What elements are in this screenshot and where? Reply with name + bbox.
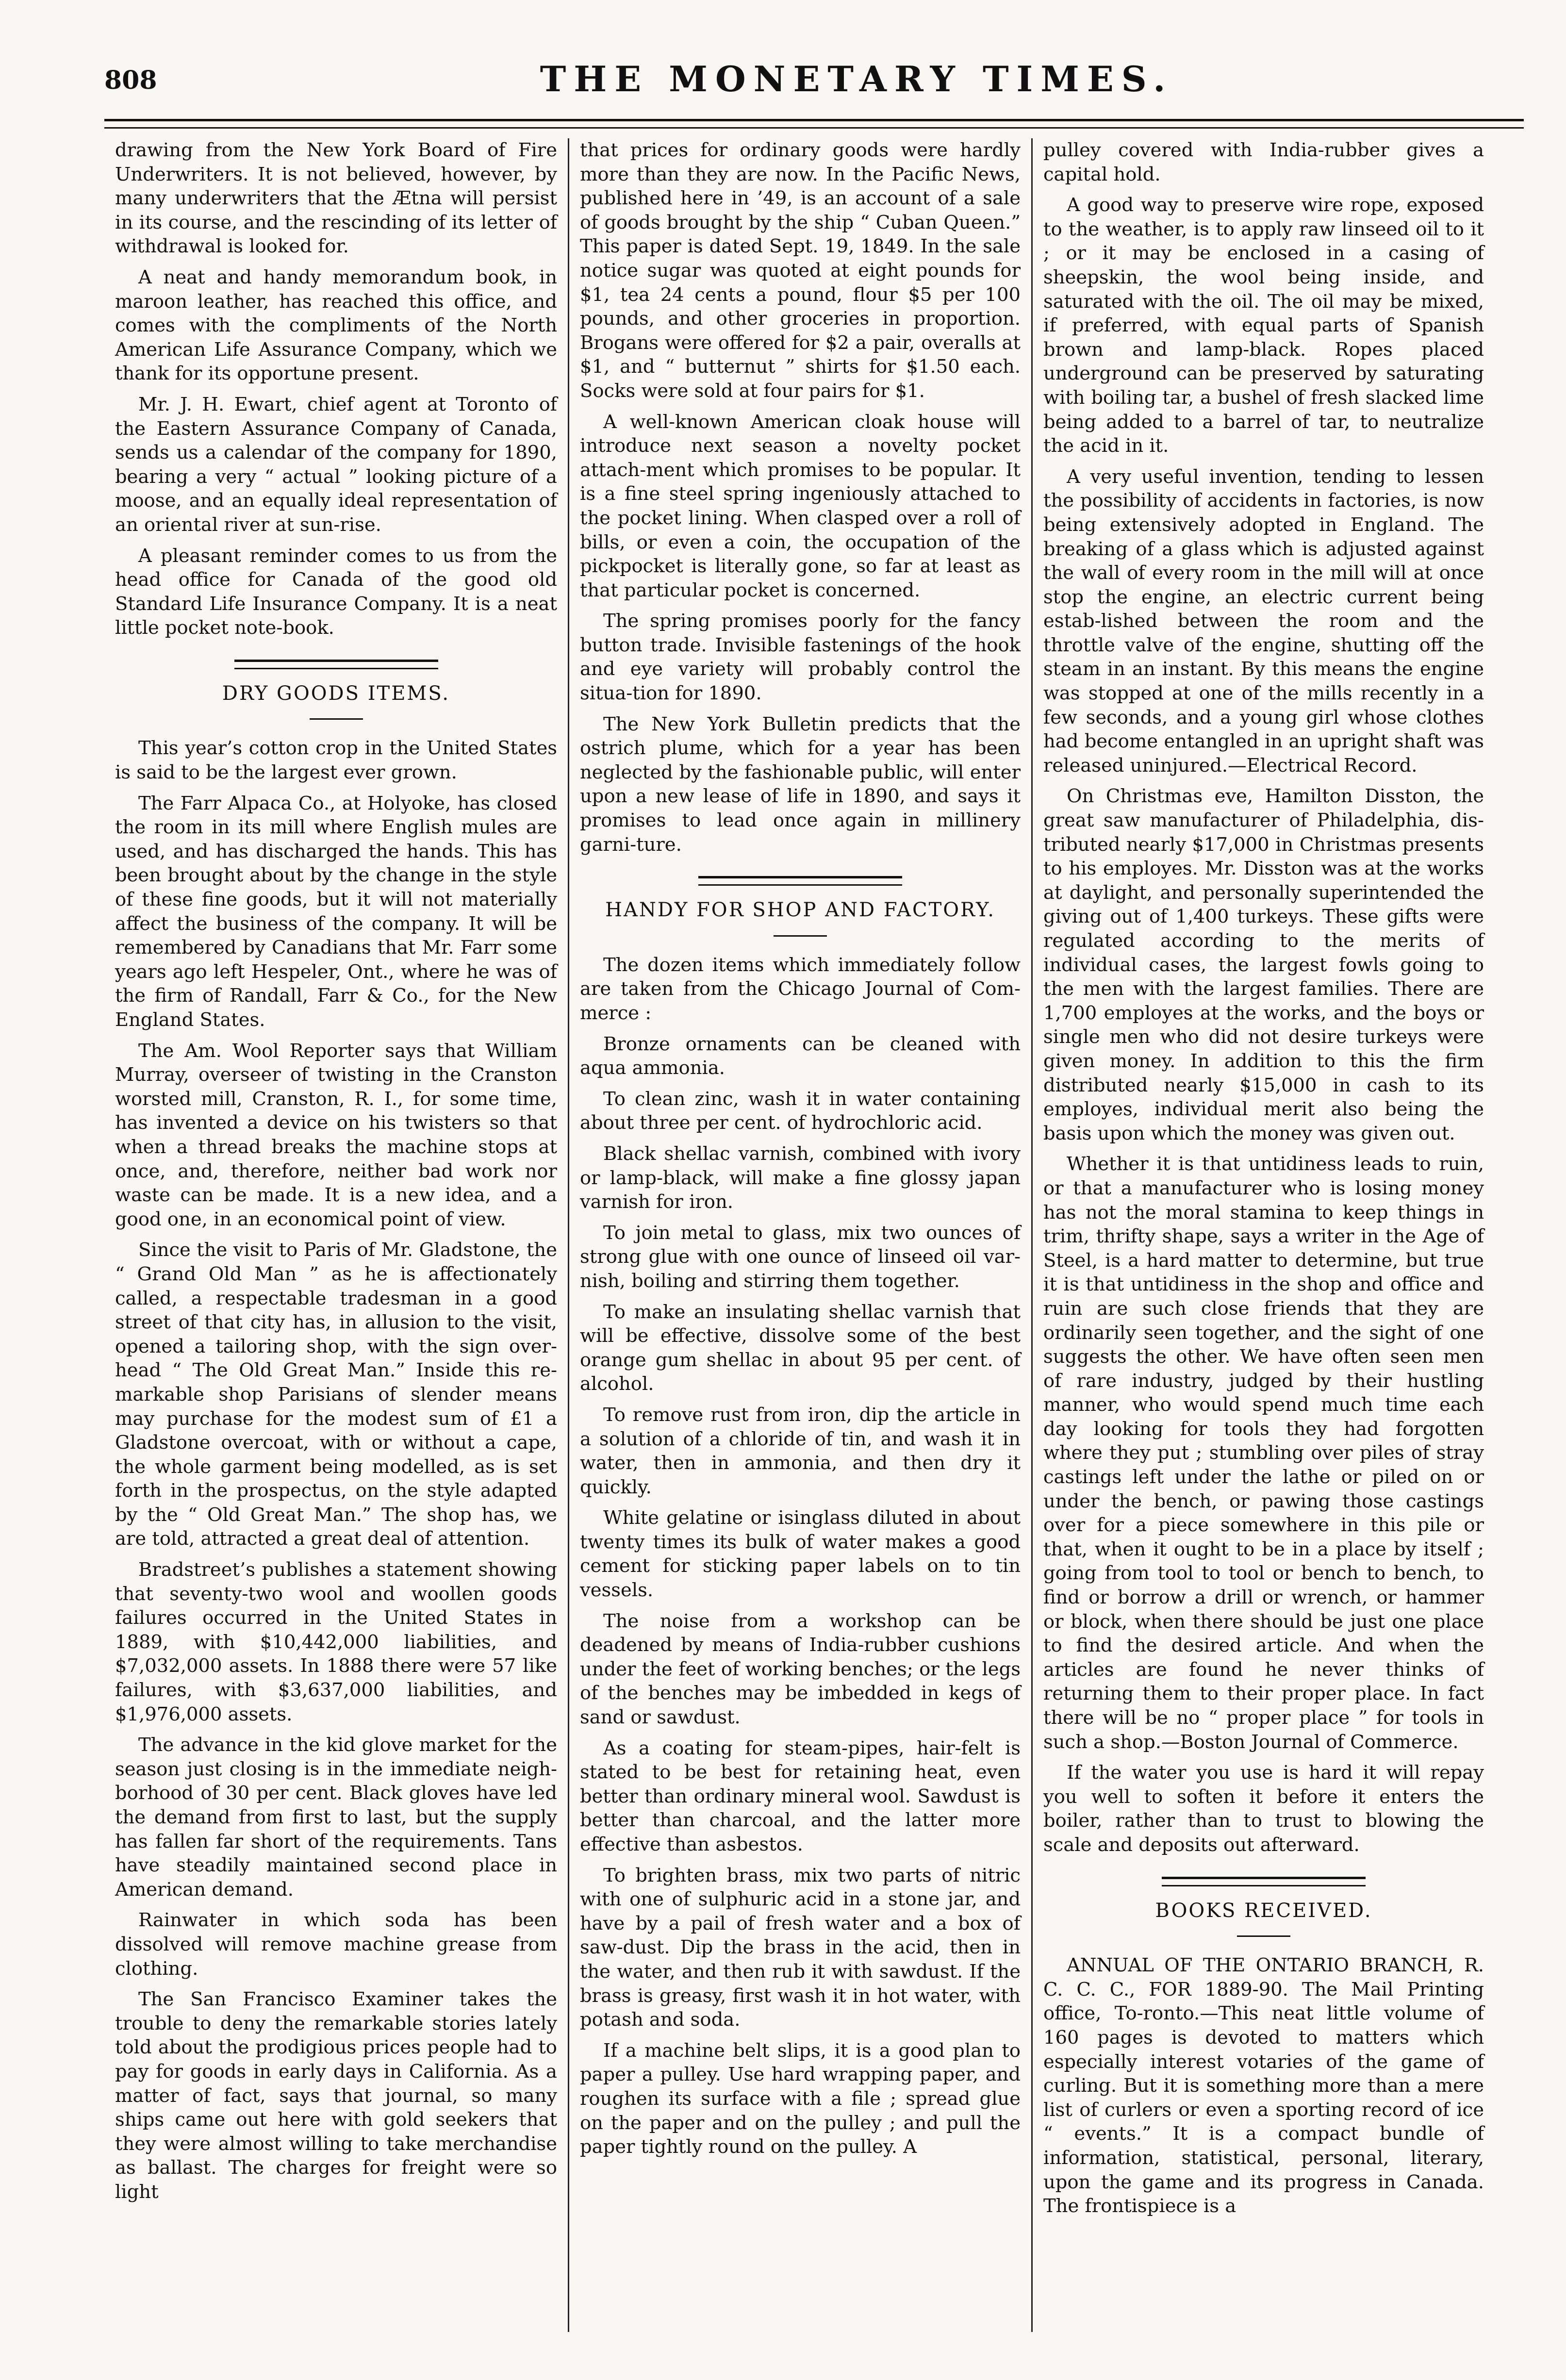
heading-underline	[1237, 1935, 1290, 1937]
newspaper-page	[104, 51, 1524, 2332]
article-paragraph: On Christmas eve, Hamilton Disston, the great saw manufacturer of Philadelphia, dis-tributed nearly $17,000 in Christmas presents to his employes. Mr. Disston was at the works at daylight, and personally superintended the giving out of 1,400 turkeys. These gifts were regulated according to the merits of individual cases, the largest fowls going to the men with the largest families. There are 1,700 employes at the works, and the boys or single men who did not desire turkeys were given money. In addition to this the firm distributed nearly $15,000 in cash to its employes, individual merit also being the basis upon which the money was given out.	[1043, 785, 1484, 1144]
article-paragraph: that prices for ordinary goods were hardly more than they are now. In the Pacific News, published here in ’49, is an account of a sale of goods brought by the ship “ Cuban Queen.” This paper is dated Sept. 19, 1849. In the sale notice sugar was quoted at eight pounds for $1, tea 24 cents a pound, flour $5 per 100 pounds, and other groceries in proportion. Brogans were offered for $2 a pair, overalls at $1, and “ butternut ” shirts for $1.50 each. Socks were sold at four pairs for $1.	[580, 139, 1021, 402]
article-paragraph: drawing from the New York Board of Fire Underwriters. It is not believed, however, by many underwriters that the Ætna will persist in its course, and the rescinding of its letter of withdrawal is looked for.	[115, 139, 557, 258]
column-2	[568, 138, 1031, 2332]
column-3	[1031, 138, 1495, 2332]
header-rule	[104, 119, 1524, 129]
section-divider	[234, 660, 438, 669]
heading-underline	[774, 935, 827, 937]
article-paragraph: This year’s cotton crop in the United States is said to be the largest ever grown.	[115, 737, 557, 784]
section-divider	[698, 876, 902, 886]
page-header	[104, 51, 1524, 114]
section-heading: DRY GOODS ITEMS.	[222, 682, 450, 705]
article-paragraph: To brighten brass, mix two parts of nitric with one of sulphuric acid in a stone jar, and have by a pail of fresh water and a box of saw-dust. Dip the brass in the acid, then in the water, and then rub it with sawdust. If the brass is greasy, first wash it in hot water, with potash and soda.	[580, 1864, 1021, 2031]
article-paragraph: The New York Bulletin predicts that the ostrich plume, which for a year has been neglected by the fashionable public, will enter upon a new lease of life in 1890, and says it promises to lead once again in millinery garni-ture.	[580, 713, 1021, 856]
article-paragraph: To join metal to glass, mix two ounces of strong glue with one ounce of linseed oil var-nish, boiling and stirring them together.	[580, 1222, 1021, 1292]
article-paragraph: Bradstreet’s publishes a statement showing that seventy-two wool and woollen goods failures occurred in the United States in 1889, with $10,442,000 liabilities, and $7,032,000 assets. In 1888 there were 57 like failures, with $3,637,000 liabilities, and $1,976,000 assets.	[115, 1559, 557, 1725]
page-number: 808	[104, 66, 157, 95]
section-heading: HANDY FOR SHOP AND FACTORY.	[605, 899, 995, 922]
article-paragraph: Rainwater in which soda has been dissolved will remove machine grease from clothing.	[115, 1909, 557, 1980]
section-divider	[1162, 1877, 1366, 1886]
article-paragraph: White gelatine or isinglass diluted in about twenty times its bulk of water makes a good cement for sticking paper labels on to tin vessels.	[580, 1507, 1021, 1602]
article-paragraph: If the water you use is hard it will repay you well to soften it before it enters the boiler, rather than to trust to blowing the scale and deposits out afterward.	[1043, 1762, 1484, 1856]
article-paragraph: Mr. J. H. Ewart, chief agent at Toronto of the Eastern Assurance Company of Canada, sends us a calendar of the company for 1890, bearing a very “ actual ” looking picture of a moose, and an equally ideal representation of an oriental river at sun-rise.	[115, 393, 557, 536]
article-paragraph: Since the visit to Paris of Mr. Gladstone, the “ Grand Old Man ” as he is affectionately called, a respectable tradesman in a good street of that city has, in allusion to the visit, opened a tailoring shop, with the sign over-head “ The Old Great Man.” Inside this re-markable shop Parisians of slender means may purchase for the modest sum of £1 a Gladstone overcoat, with or without a cape, the whole garment being modelled, as is set forth in the prospectus, on the style adapted by the “ Old Great Man.” The shop has, we are told, attracted a great deal of attention.	[115, 1239, 557, 1550]
article-paragraph: The spring promises poorly for the fancy button trade. Invisible fastenings of the hook and eye variety will probably control the situa-tion for 1890.	[580, 610, 1021, 705]
article-paragraph: Bronze ornaments can be cleaned with aqua ammonia.	[580, 1033, 1021, 1079]
text-columns	[104, 138, 1524, 2332]
article-paragraph: A good way to preserve wire rope, exposed to the weather, is to apply raw linseed oil to it ; or it may be enclosed in a casing of sheepskin, the wool being inside, and saturated with the oil. The oil may be mixed, if preferred, with equal parts of Spanish brown and lamp-black. Ropes placed underground can be preserved by saturating with boiling tar, a bushel of fresh slacked lime being added to a barrel of tar, to neutralize the acid in it.	[1043, 194, 1484, 457]
article-paragraph: A very useful invention, tending to lessen the possibility of accidents in factories, is now being extensively adopted in England. The breaking of a glass which is adjusted against the wall of every room in the mill will at once stop the engine, an electric current being estab-lished between the room and the throttle valve of the engine, shutting off the steam in an instant. By this means the engine was stopped at one of the mills recently in a few seconds, and a young girl whose clothes had become entangled in an upright shaft was released uninjured.—Electrical Record.	[1043, 465, 1484, 777]
article-paragraph: The advance in the kid glove market for the season just closing is in the immediate neigh-borhood of 30 per cent. Black gloves have led the demand from first to last, but the supply has fallen far short of the requirements. Tans have steadily maintained second place in American demand.	[115, 1734, 557, 1901]
article-paragraph: A pleasant reminder comes to us from the head office for Canada of the good old Standard Life Insurance Company. It is a neat little pocket note-book.	[115, 545, 557, 639]
article-paragraph: Whether it is that untidiness leads to ruin, or that a manufacturer who is losing money has not the moral stamina to keep things in trim, thrifty shape, says a writer in the Age of Steel, is a hard matter to determine, but true it is that untidiness in the shop and office and ruin are such close friends that they are ordinarily seen together, and the sight of one suggests the other. We have often seen men of rare industry, judged by their hustling manner, who would spend much time each day looking for tools they had forgotten where they put ; stumbling over piles of stray castings left under the lathe or piled on or under the bench, or pawing those castings over for a piece somewhere in this pile or that, when it ought to be in a place by itself ; going from tool to tool or bench to bench, to find or borrow a drill or wrench, or hammer or block, when there should be just one place to find the desired article. And when the articles are found he never thinks of returning them to their proper place. In fact there will be no “ proper place ” for tools in such a shop.—Boston Journal of Commerce.	[1043, 1153, 1484, 1753]
article-paragraph: The San Francisco Examiner takes the trouble to deny the remarkable stories lately told about the prodigious prices people had to pay for goods in early days in California. As a matter of fact, says that journal, so many ships came out here with gold seekers that they were almost willing to take merchandise as ballast. The charges for freight were so light	[115, 1988, 557, 2203]
section-heading: BOOKS RECEIVED.	[1155, 1899, 1372, 1922]
article-paragraph: pulley covered with India-rubber gives a capital hold.	[1043, 139, 1484, 185]
article-paragraph: To make an insulating shellac varnish that will be effective, dissolve some of the best orange gum shellac in about 95 per cent. of alcohol.	[580, 1301, 1021, 1395]
article-paragraph: If a machine belt slips, it is a good plan to paper a pulley. Use hard wrapping paper, and roughen its surface with a file ; spread glue on the paper and on the pulley ; and pull the paper tightly round on the pulley. A	[580, 2039, 1021, 2158]
article-paragraph: The noise from a workshop can be deadened by means of India-rubber cushions under the feet of working benches; or the legs of the benches may be imbedded in kegs of sand or sawdust.	[580, 1610, 1021, 1729]
article-paragraph: To clean zinc, wash it in water containing about three per cent. of hydrochloric acid.	[580, 1088, 1021, 1134]
article-paragraph: Black shellac varnish, combined with ivory or lamp-black, will make a fine glossy japan varnish for iron.	[580, 1142, 1021, 1213]
article-paragraph: To remove rust from iron, dip the article in a solution of a chloride of tin, and wash it in water, then in ammonia, and then dry it quickly.	[580, 1404, 1021, 1498]
article-paragraph: ANNUAL OF THE ONTARIO BRANCH, R. C. C. C., FOR 1889-90. The Mail Printing office, To-ronto.—This neat little volume of 160 pages is devoted to matters which especially interest votaries of the game of curling. But it is something more than a mere list of curlers or even a sporting record of ice “ events.” It is a compact bundle of information, statistical, personal, literary, upon the game and its progress in Canada. The frontispiece is a	[1043, 1954, 1484, 2217]
article-paragraph: The dozen items which immediately follow are taken from the Chicago Journal of Com-merce :	[580, 954, 1021, 1024]
article-paragraph: The Am. Wool Reporter says that William Murray, overseer of twisting in the Cranston worsted mill, Cranston, R. I., for some time, has invented a device on his twisters so that when a thread breaks the machine stops at once, and, therefore, neither bad work nor waste can be made. It is a new idea, and a good one, in an economical point of view.	[115, 1040, 557, 1230]
article-paragraph: A well-known American cloak house will introduce next season a novelty pocket attach-ment which promises to be popular. It is a fine steel spring ingeniously attached to the pocket lining. When clasped over a roll of bills, or even a coin, the occupation of the pickpocket is literally gone, so far at least as that particular pocket is concerned.	[580, 411, 1021, 601]
article-paragraph: As a coating for steam-pipes, hair-felt is stated to be best for retaining heat, even better than ordinary mineral wool. Sawdust is better than charcoal, and the latter more effective than asbestos.	[580, 1737, 1021, 1855]
column-1	[104, 138, 568, 2332]
article-paragraph: The Farr Alpaca Co., at Holyoke, has closed the room in its mill where English mules are used, and has discharged the hands. This has been brought about by the change in the style of these fine goods, but it will not materially affect the business of the company. It will be remembered by Canadians that Mr. Farr some years ago left Hespeler, Ont., where he was of the firm of Randall, Farr & Co., for the New England States.	[115, 792, 557, 1031]
heading-underline	[310, 718, 363, 720]
masthead-title: THE MONETARY TIMES.	[540, 58, 1173, 99]
article-paragraph: A neat and handy memorandum book, in maroon leather, has reached this office, and comes with the compliments of the North American Life Assurance Company, which we thank for its opportune present.	[115, 266, 557, 385]
